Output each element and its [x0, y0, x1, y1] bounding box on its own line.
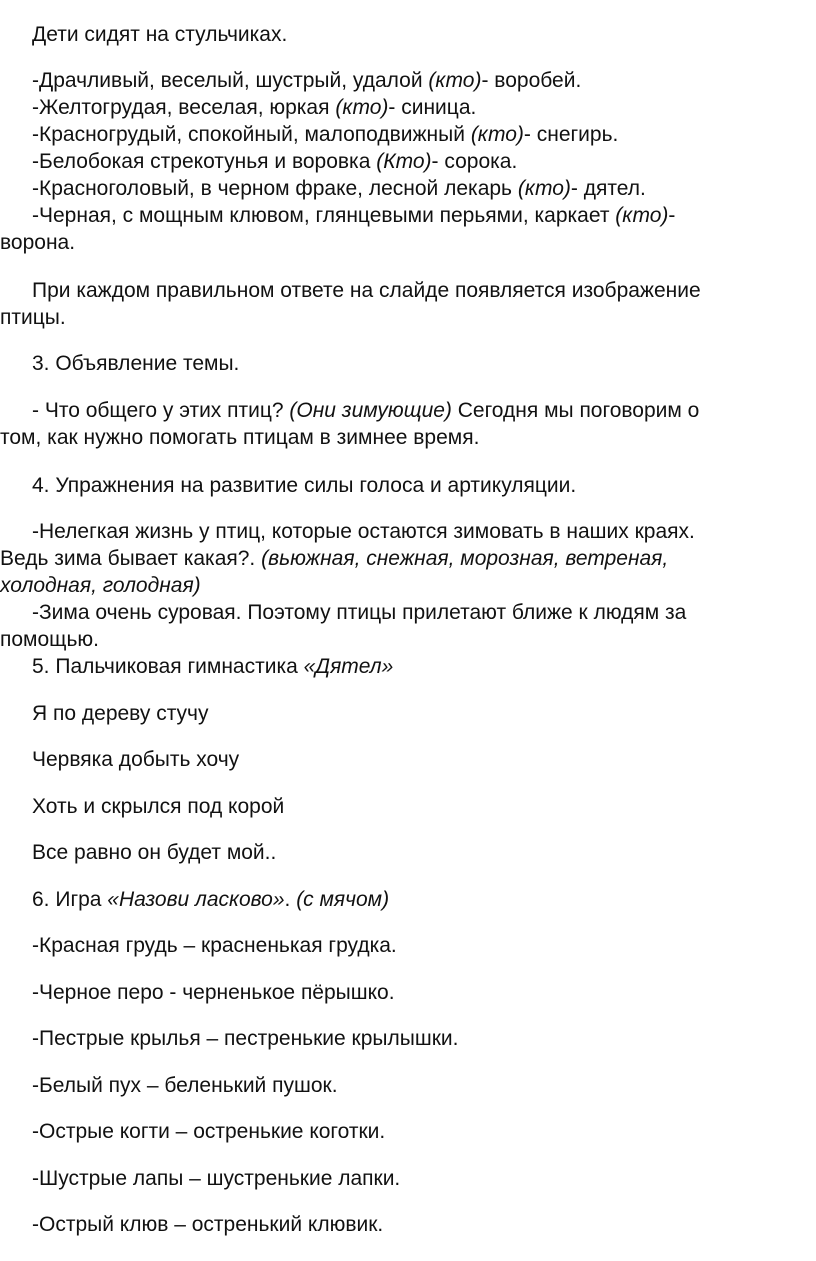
riddle-line: -Драчливый, веселый, шустрый, удалой (кто)- воробей. — [32, 69, 582, 92]
poem-line: Хоть и скрылся под корой — [32, 795, 285, 818]
riddle-line: -Красногрудый, спокойный, малоподвижный (кто)- снегирь. — [32, 123, 619, 146]
section-6-heading: 6. Игра «Назови ласково». (с мячом) — [32, 888, 390, 911]
winter-line: -Нелегкая жизнь у птиц, которые остаются зимовать в наших краях. — [32, 520, 695, 543]
slide-note-line: При каждом правильном ответе на слайде появляется изображение — [32, 279, 701, 302]
winter-line: холодная, голодная) — [0, 574, 201, 597]
riddle-continuation: ворона. — [0, 231, 76, 254]
winter-line: помощью. — [0, 628, 99, 651]
poem-line: Я по дереву стучу — [32, 702, 209, 725]
word-pair-line: -Острые когти – остренькие коготки. — [32, 1120, 386, 1143]
slide-note-line: птицы. — [0, 306, 66, 329]
word-pair-line: -Белый пух – беленький пушок. — [32, 1074, 338, 1097]
word-pair-line: -Черное перо - черненькое пёрышко. — [32, 981, 395, 1004]
question-line: - Что общего у этих птиц? (Они зимующие) Сегодня мы поговорим о — [32, 399, 700, 422]
section-3-heading: 3. Объявление темы. — [32, 352, 240, 375]
word-pair-line: -Пестрые крылья – пестренькие крылышки. — [32, 1027, 459, 1050]
winter-line: Ведь зима бывает какая?. (вьюжная, снежная, морозная, ветреная, — [0, 547, 669, 570]
section-5-heading: 5. Пальчиковая гимнастика «Дятел» — [32, 655, 394, 678]
intro-line: Дети сидят на стульчиках. — [32, 23, 288, 46]
riddle-line: -Черная, с мощным клювом, глянцевыми перьями, каркает (кто)- — [32, 204, 676, 227]
winter-line: -Зима очень суровая. Поэтому птицы прилетают ближе к людям за — [32, 601, 687, 624]
word-pair-line: -Шустрые лапы – шустренькие лапки. — [32, 1167, 401, 1190]
riddle-line: -Желтогрудая, веселая, юркая (кто)- синица. — [32, 96, 477, 119]
riddle-line: -Белобокая стрекотунья и воровка (Кто)- сорока. — [32, 150, 518, 173]
word-pair-line: -Острый клюв – остренький клювик. — [32, 1213, 384, 1236]
poem-line: Все равно он будет мой.. — [32, 841, 277, 864]
riddle-line: -Красноголовый, в черном фраке, лесной лекарь (кто)- дятел. — [32, 177, 646, 200]
question-line: том, как нужно помогать птицам в зимнее время. — [0, 426, 480, 449]
section-4-heading: 4. Упражнения на развитие силы голоса и артикуляции. — [32, 474, 577, 497]
word-pair-line: -Красная грудь – красненькая грудка. — [32, 934, 397, 957]
poem-line: Червяка добыть хочу — [32, 748, 240, 771]
